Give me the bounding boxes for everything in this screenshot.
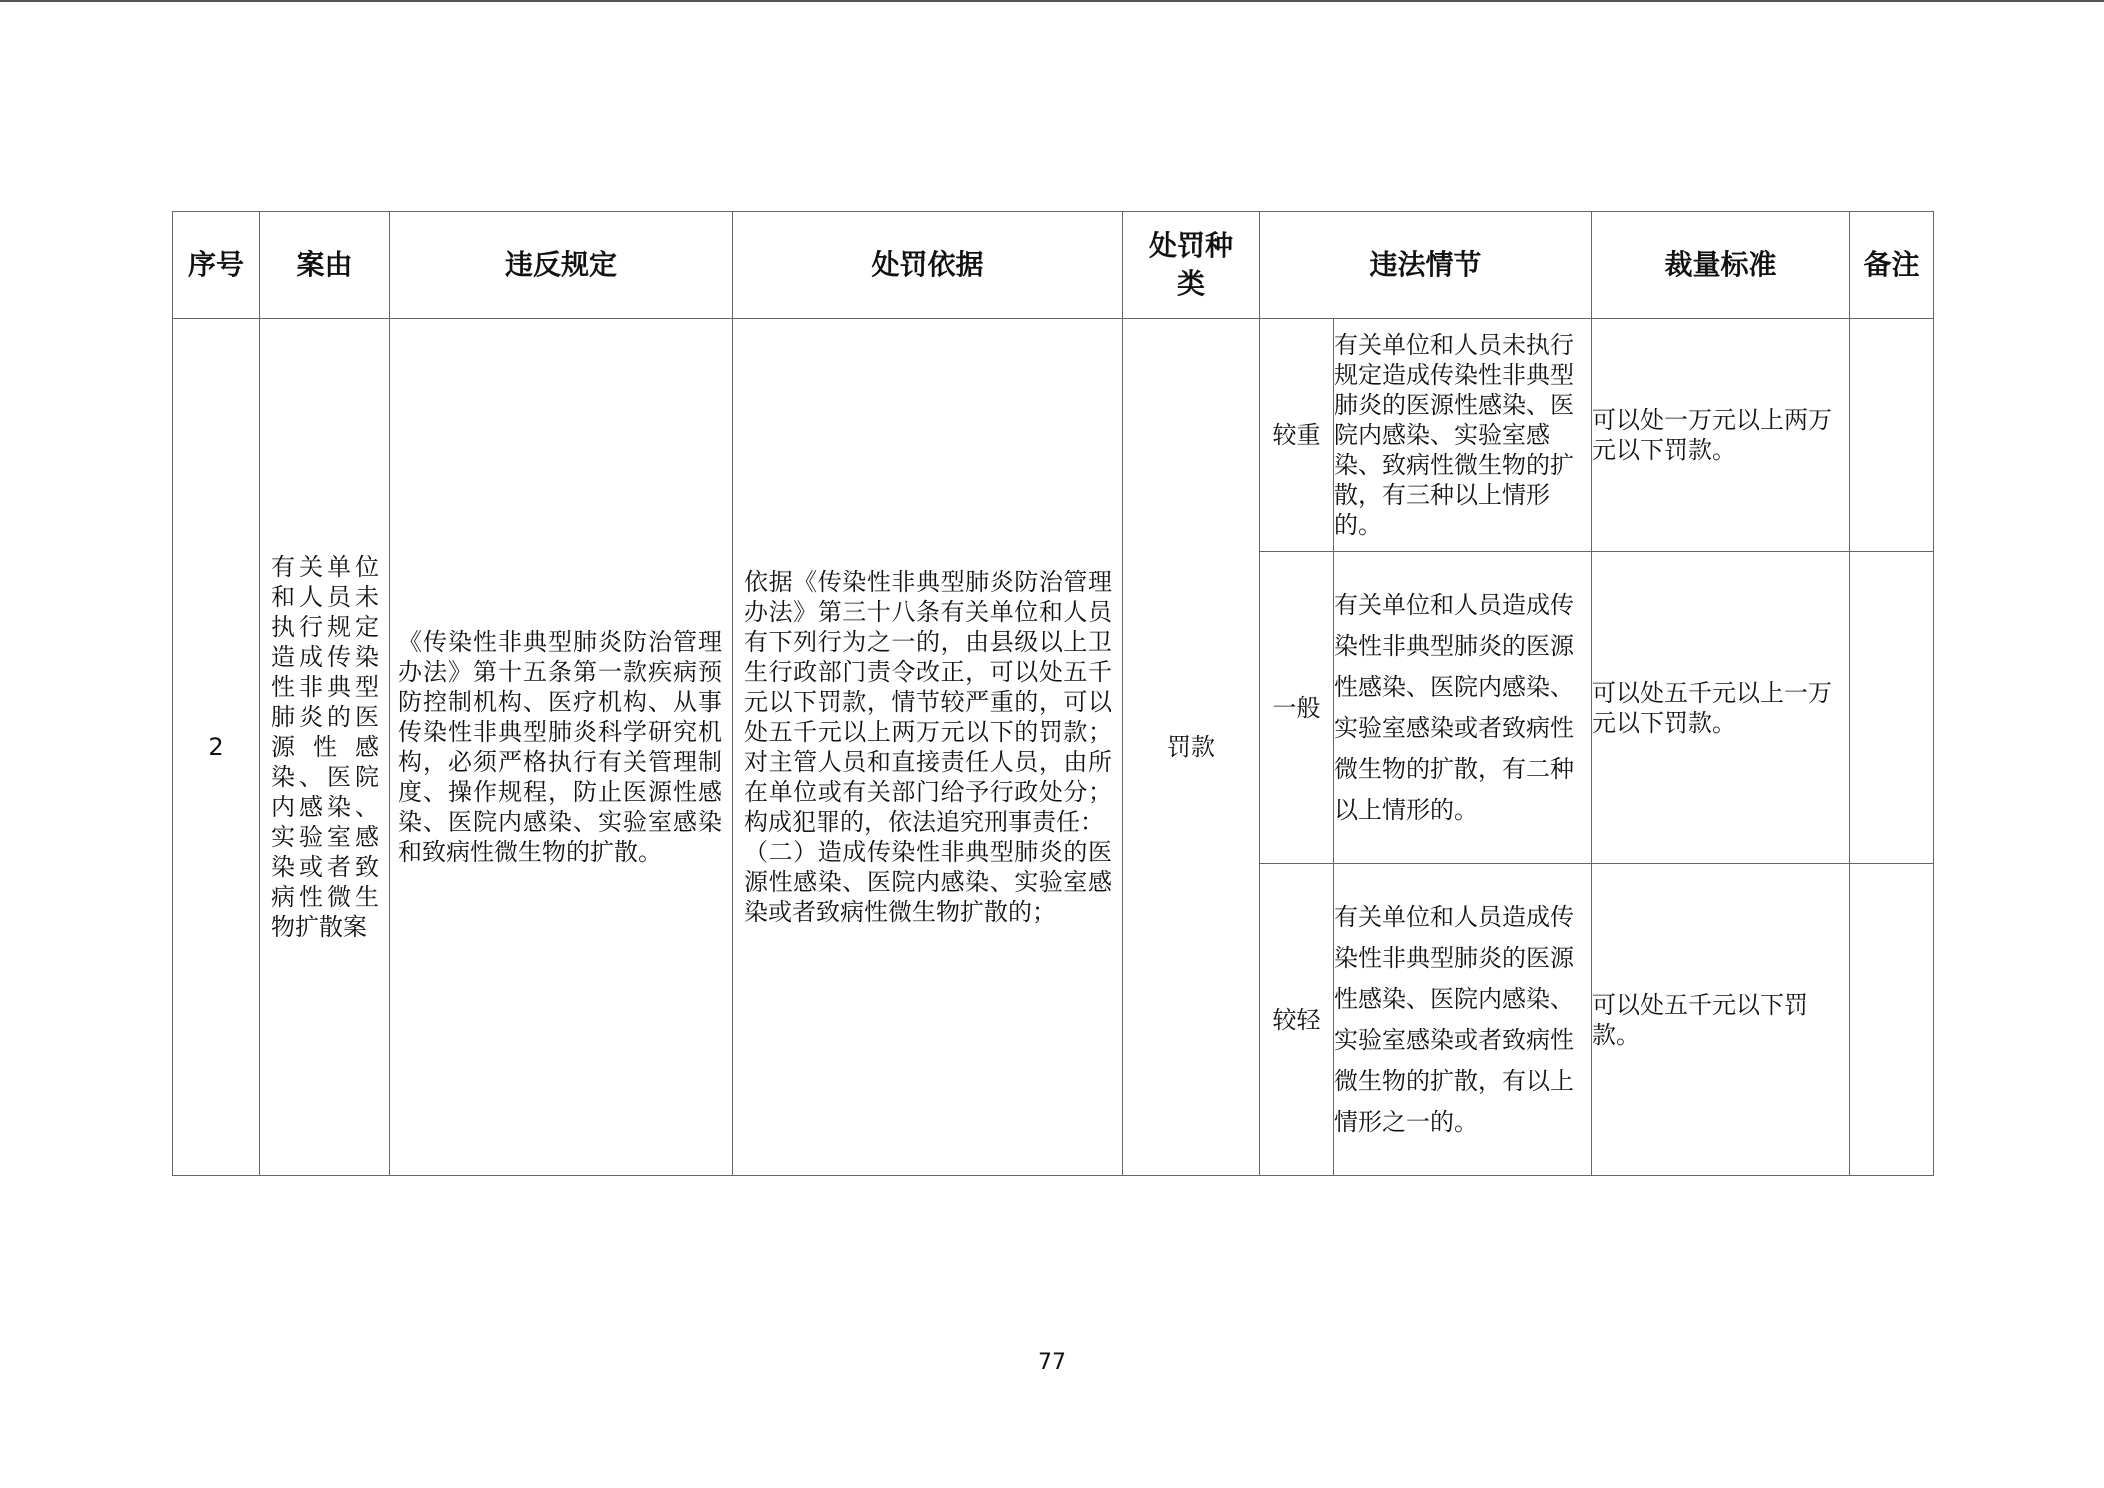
header-row <box>173 212 1934 319</box>
header-kind: 处罚种类 <box>1123 212 1260 319</box>
note-cell <box>1850 552 1934 864</box>
note-cell <box>1850 319 1934 552</box>
header-circumstance: 违法情节 <box>1260 212 1592 319</box>
circumstance-cell: 有关单位和人员未执行规定造成传染性非典型肺炎的医源性感染、医院内感染、实验室感染、致病性微生物的扩散，有三种以上情形的。 <box>1334 319 1592 552</box>
seq-cell: 2 <box>173 319 260 1176</box>
standard-cell: 可以处五千元以上一万元以下罚款。 <box>1592 552 1850 864</box>
penalty-standard-table <box>172 211 1934 1176</box>
table-row <box>173 319 1934 552</box>
standard-cell: 可以处五千元以下罚款。 <box>1592 864 1850 1176</box>
header-seq: 序号 <box>173 212 260 319</box>
header-basis: 处罚依据 <box>733 212 1123 319</box>
header-note: 备注 <box>1850 212 1934 319</box>
header-violation: 违反规定 <box>390 212 733 319</box>
level-cell: 较轻 <box>1260 864 1334 1176</box>
level-cell: 一般 <box>1260 552 1334 864</box>
kind-cell: 罚款 <box>1123 319 1260 1176</box>
page-number: 77 <box>1038 1350 1066 1375</box>
basis-cell: 依据《传染性非典型肺炎防治管理办法》第三十八条有关单位和人员有下列行为之一的，由县级以上卫生行政部门责令改正，可以处五千元以下罚款，情节较严重的，可以处五千元以上两万元以下的罚款；对主管人员和直接责任人员，由所在单位或有关部门给予行政处分；构成犯罪的，依法追究刑事责任： （二）造成传染性非典型肺炎的医源性感染、医院内感染、实验室感染或者致病性微生物扩散的； <box>733 319 1123 1176</box>
standard-cell: 可以处一万元以上两万元以下罚款。 <box>1592 319 1850 552</box>
violation-cell: 《传染性非典型肺炎防治管理办法》第十五条第一款疾病预防控制机构、医疗机构、从事传染性非典型肺炎科学研究机构，必须严格执行有关管理制度、操作规程，防止医源性感染、医院内感染、实验室感染和致病性微生物的扩散。 <box>390 319 733 1176</box>
circumstance-cell: 有关单位和人员造成传染性非典型肺炎的医源性感染、医院内感染、实验室感染或者致病性微生物的扩散，有以上情形之一的。 <box>1334 864 1592 1176</box>
case-cell: 有关单位和人员未执行规定造成传染性非典型肺炎的医源性感染、医院内感染、实验室感染或者致病性微生物扩散案 <box>260 319 390 1176</box>
level-cell: 较重 <box>1260 319 1334 552</box>
circumstance-cell: 有关单位和人员造成传染性非典型肺炎的医源性感染、医院内感染、实验室感染或者致病性微生物的扩散，有二种以上情形的。 <box>1334 552 1592 864</box>
header-case: 案由 <box>260 212 390 319</box>
top-border-line <box>0 0 2104 2</box>
header-standard: 裁量标准 <box>1592 212 1850 319</box>
note-cell <box>1850 864 1934 1176</box>
